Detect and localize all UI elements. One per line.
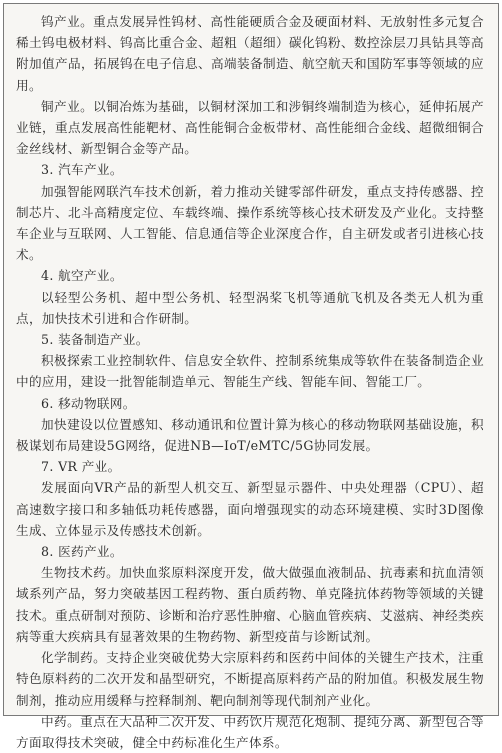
paragraph-tcm: 中药。重点在大品种二次开发、中药饮片规范化炮制、提纯分离、新型包合等方面取得技术突破，健全中药标准化生产体系。 xyxy=(16,713,484,750)
document-page xyxy=(3,3,499,750)
paragraph-chemical-drugs: 化学制药。支持企业突破优势大宗原料药和医药中间体的关键生产技术，注重特色原料药的二次开发和晶型研究，不断提高原料药产品的附加值。积极发展生物制剂，推动应用缓释与控释制剂、靶向制剂等现代制剂产业化。 xyxy=(16,650,484,708)
paragraph-iot: 加快建设以位置感知、移动通讯和位置计算为核心的移动物联网基础设施，积极谋划布局建设5G网络，促进NB—IoT/eMTC/5G协同发展。 xyxy=(16,416,484,454)
heading-vr: 7. VR 产业。 xyxy=(41,459,121,475)
paragraph-copper: 铜产业。以铜冶炼为基础，以铜材深加工和涉铜终端制造为核心，延伸拓展产业链，重点发展高性能靶材、高性能铜合金板带材、高性能细合金线、超微细铜合金丝线材、新型铜合金等产品。 xyxy=(16,98,484,157)
heading-iot: 6. 移动物联网。 xyxy=(41,395,136,411)
paragraph-aviation: 以轻型公务机、超中型公务机、轻型涡桨飞机等通航飞机及各类无人机为重点，加快技术引进和合作研制。 xyxy=(16,289,484,326)
heading-aviation: 4. 航空产业。 xyxy=(41,268,123,284)
heading-medicine: 8. 医药产业。 xyxy=(41,544,123,560)
paragraph-biotech-drugs: 生物技术药。加快血浆原料深度开发，做大做强血液制品、抗毒素和抗血清领域系列产品，努力突破基因工程药物、蛋白质药物、单克隆抗体药物等领域的关键技术。重点研制对预防、诊断和治疗恶性肿瘤、心脑血管疾病、艾滋病、神经类疾病等重大疾病具有显著效果的生物药物、新型疫苗与诊断试剂。 xyxy=(16,565,484,644)
paragraph-tungsten: 钨产业。重点发展异性钨材、高性能硬质合金及硬面材料、无放射性多元复合稀土钨电极材料、钨高比重合金、超粗（超细）碳化钨粉、数控涂层刀具钻具等高附加值产品，拓展钨在电子信息、高端装备制造、航空航天和国防军事等领域的应用。 xyxy=(16,14,484,93)
paragraph-vr: 发展面向VR产品的新型人机交互、新型显示器件、中央处理器（CPU）、超高速数字接口和多轴低功耗传感器，面向增强现实的动态环境建模、实时3D图像生成、立体显示及传感技术创新。 xyxy=(16,480,484,538)
heading-equipment: 5. 装备制造产业。 xyxy=(41,332,149,348)
paragraph-automotive: 加强智能网联汽车技术创新，着力推动关键零部件研发，重点支持传感器、控制芯片、北斗高精度定位、车载终端、操作系统等核心技术研发及产业化。支持整车企业与互联网、人工智能、信息通信等企业深度合作，自主研发或者引进核心技术。 xyxy=(16,183,484,263)
paragraph-equipment: 积极探索工业控制软件、信息安全软件、控制系统集成等软件在装备制造企业中的应用，建设一批智能制造单元、智能生产线、智能车间、智能工厂。 xyxy=(16,353,484,390)
heading-automotive: 3. 汽车产业。 xyxy=(41,162,123,178)
